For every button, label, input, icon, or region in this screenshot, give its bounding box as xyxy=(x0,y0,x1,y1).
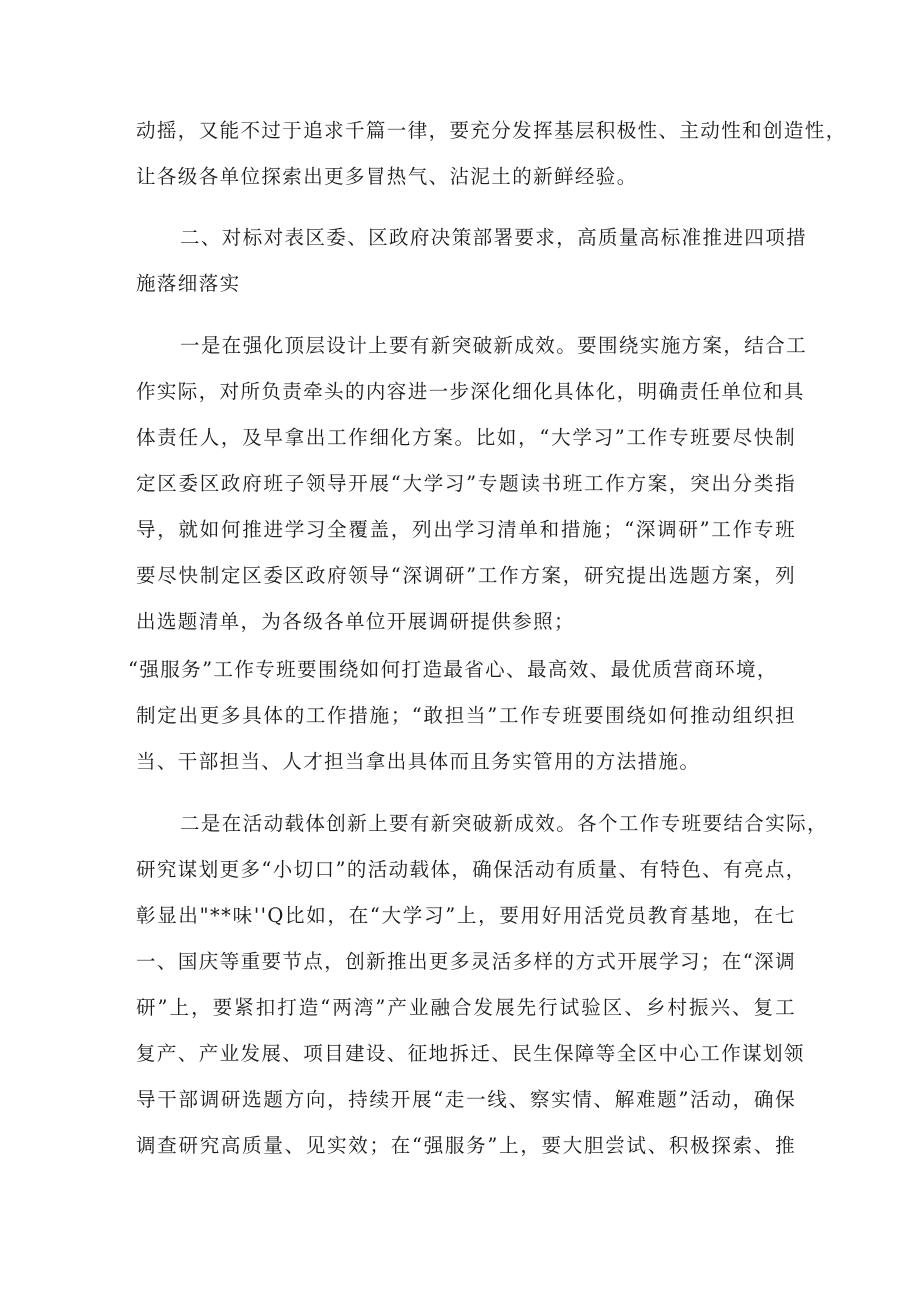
text-line-7: 体责任人，及早拿出工作细化方案。比如，“大学习”工作专班要尽快制 xyxy=(136,426,796,449)
text-line-10: 要尽快制定区委区政府领导“深调研”工作方案，研究提出选题方案，列 xyxy=(136,564,796,587)
text-line-2: 让各级各单位探索出更多冒热气、沾泥土的新鲜经验。 xyxy=(136,165,638,188)
text-line-13: 制定出更多具体的工作措施；“敢担当”工作专班要围绕如何推动组织担 xyxy=(136,704,796,727)
section-heading-line-2: 施落细落实 xyxy=(136,272,241,295)
text-line-22: 调查研究高质量、见实效；在“强服务”上，要大胆尝试、积极探索、推 xyxy=(136,1134,796,1157)
text-line-17: 彰显出"**味''Q比如，在“大学习”上，要用好用活党员教育基地，在七 xyxy=(136,904,796,927)
text-line-16: 研究谋划更多“小切口”的活动载体，确保活动有质量、有特色、有亮点， xyxy=(136,858,807,881)
text-line-6: 作实际，对所负责牵头的内容进一步深化细化具体化，明确责任单位和具 xyxy=(136,380,805,403)
text-line-12: “强服务”工作专班要围绕如何打造最省心、最高效、最优质营商环境， xyxy=(128,658,778,681)
section-heading-line-1: 二、对标对表区委、区政府决策部署要求，高质量高标准推进四项措 xyxy=(180,226,808,249)
text-line-1: 动摇，又能不过于追求千篇一律，要充分发挥基层积极性、主动性和创造性， xyxy=(136,119,847,142)
text-line-8: 定区委区政府班子领导开展“大学习”专题读书班工作方案，突出分类指 xyxy=(136,472,796,495)
text-line-18: 一、国庆等重要节点，创新推出更多灵活多样的方式开展学习；在“深调 xyxy=(136,950,796,973)
text-line-21: 导干部调研选题方向，持续开展“走一线、察实情、解难题”活动，确保 xyxy=(136,1088,796,1111)
text-line-15: 二是在活动载体创新上要有新突破新成效。各个工作专班要结合实际， xyxy=(180,812,828,835)
text-line-5: 一是在强化顶层设计上要有新突破新成效。要围绕实施方案，结合工 xyxy=(180,334,808,357)
text-line-9: 导，就如何推进学习全覆盖，列出学习清单和措施；“深调研”工作专班 xyxy=(136,518,796,541)
text-line-14: 当、干部担当、人才担当拿出具体而且务实管用的方法措施。 xyxy=(136,750,701,773)
text-line-11: 出选题清单，为各级各单位开展调研提供参照； xyxy=(136,610,575,633)
text-line-20: 复产、产业发展、项目建设、征地拆迁、民生保障等全区中心工作谋划领 xyxy=(136,1042,805,1065)
text-line-19: 研”上，要紧扣打造“两湾”产业融合发展先行试验区、乡村振兴、复工 xyxy=(136,996,796,1019)
